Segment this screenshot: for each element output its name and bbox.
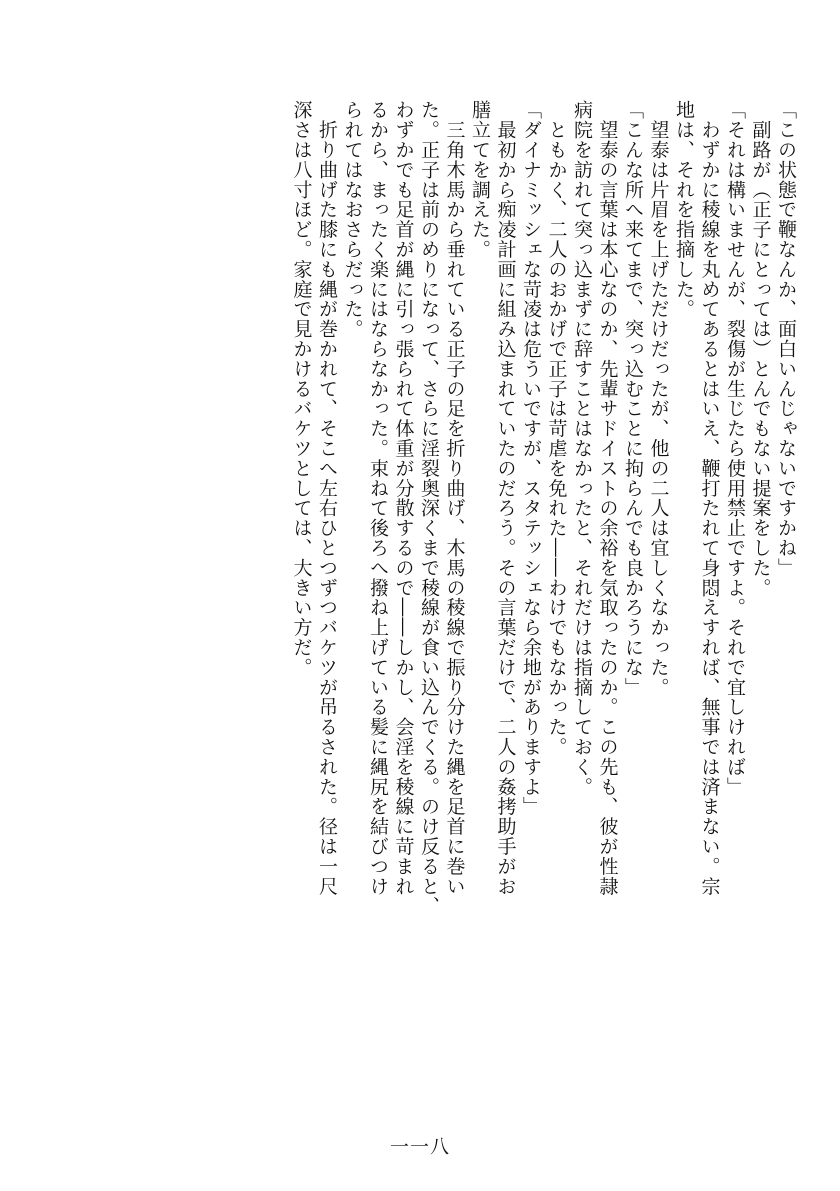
text-line: 「この状態で鞭なんか、面白いんじゃないですかね」 (775, 100, 797, 578)
page-number: 一一八 (389, 1136, 450, 1158)
text-line: た。正子は前のめりになって、さらに淫裂奥深くまで稜線が食い込んでくる。のけ反ると、 (418, 100, 440, 916)
text-line: 望泰の言葉は本心なのか、先輩サドイストの余裕を気取ったのか。この先も、彼が性隷 (596, 100, 619, 896)
text-line: 膳立てを調えた。 (469, 100, 491, 260)
text-line: 「こんな所へ来てまで、突っ込むことに拘らんでも良かろうにな」 (622, 100, 644, 697)
text-line: 深さは八寸ほど。家庭で見かけるバケツとしては、大きい方だ。 (290, 100, 313, 678)
body-text (28, 100, 798, 990)
text-line: 折り曲げた膝にも縄が巻かれて、そこへ左右ひとつずつバケツが吊るされた。径は一尺 (316, 100, 338, 896)
text-line: るから、まったく楽にはならなかった。束ねて後ろへ撥ね上げている髪に縄尻を結びつけ (367, 100, 389, 896)
text-line: ともかく、二人のおかげで正子は苛虐を免れた――わけでもなかった。 (545, 100, 568, 757)
text-line: 「ダイナミッシェな苛凌は危ういですが、スタテッシェなら余地がありますよ」 (520, 100, 542, 817)
text-line: 地は、それを指摘した。 (673, 100, 695, 319)
text-line: わずかに稜線を丸めてあるとはいえ、鞭打たれて身悶えすれば、無事では済まない。宗 (698, 100, 721, 896)
text-line: 望泰は片眉を上げただけだったが、他の二人は宜しくなかった。 (647, 100, 670, 697)
text-line: 病院を訪れて突っ込まずに辞すことはなかったと、それだけは指摘しておく。 (571, 100, 593, 797)
text-line: 「それは構いませんが、裂傷が生じたら使用禁止ですよ。それで宜しければ」 (724, 100, 746, 797)
text-line: 副路が（正子にとっては）とんでもない提案をした。 (749, 100, 772, 598)
text-line: 三角木馬から垂れている正子の足を折り曲げ、木馬の稜線で振り分けた縄を足首に巻い (443, 100, 466, 896)
text-line: られてはなおさらだった。 (341, 100, 364, 339)
text-line: わずかでも足首が縄に引っ張られて体重が分散するので――しかし、会淫を稜線に苛まれ (392, 100, 415, 896)
text-line: 最初から痴凌計画に組み込まれていたのだろう。その言葉だけで、二人の姦拷助手がお (494, 100, 517, 896)
